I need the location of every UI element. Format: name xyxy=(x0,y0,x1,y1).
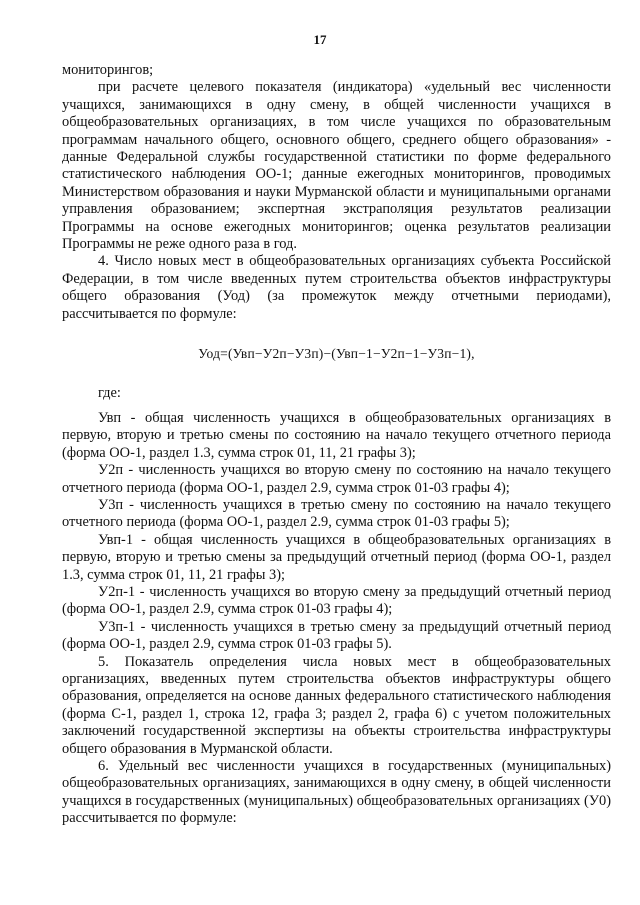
page-number: 17 xyxy=(313,32,327,47)
paragraph-item-5: 5. Показатель определения числа новых мест в общеобразовательных организациях, введенных путем строительства объектов инфраструктуры общего образования, определяется на основе данных федерального статистического наблюдения (форма С-1, раздел 1, строка 12, графа 3; раздел 2, графа 6) с учетом положительных заключений государственной экспертизы на объекты строительства инфраструктуры общего образования в Мурманской области. xyxy=(62,653,611,757)
definition-u2p: У2п - численность учащихся во вторую смену по состоянию на начало текущего отчетного периода (форма ОО-1, раздел 2.9, сумма строк 01-03 графы 4); xyxy=(62,462,611,496)
paragraph-monitoring: мониторингов; xyxy=(62,62,154,78)
definition-uvp-1: Увп-1 - общая численность учащихся в общеобразовательных организациях в первую, вторую и третью смены за предыдущий отчетный период (форма ОО-1, раздел 1.3, сумма строк 01, 11, 21 графы 3); xyxy=(62,531,611,583)
where-label: где: xyxy=(98,384,121,401)
formula-new-places: Уод=(Увп−У2п−У3п)−(Увп−1−У2п−1−У3п−1), xyxy=(198,346,475,362)
document-body xyxy=(62,62,611,828)
definition-uvp: Увп - общая численность учащихся в общеобразовательных организациях в первую, вторую и третью смены по состоянию на начало текущего отчетного периода (форма ОО-1, раздел 1.3, сумма строк 01, 11, 21 графы 3); xyxy=(62,409,611,461)
paragraph-indicator-calculation: при расчете целевого показателя (индикатора) «удельный вес численности учащихся, занимающихся в одну смену, в общей численности учащихся в общеобразовательных организациях, в том числе учащихся по образовательным программам начального общего, основного общего, среднего общего образования» - данные Федеральной службы государственной статистики по форме федерального статистического наблюдения ОО-1; данные ежегодных мониторингов, проводимых Министерством образования и науки Мурманской области и муниципальными органами управления образованием; экспертная экстраполяция результатов реализации Программы на основе ежегодных мониторингов; оценка результатов реализации Программы не реже одного раза в год. xyxy=(62,79,611,253)
paragraph-item-4: 4. Число новых мест в общеобразовательных организациях субъекта Российской Федерации, в том числе введенных путем строительства объектов инфраструктуры общего образования (Уод) (за промежуток между отчетными периодами), рассчитывается по формуле: xyxy=(62,253,611,322)
definition-u3p-1: У3п-1 - численность учащихся в третью смену за предыдущий отчетный период (форма ОО-1, раздел 2.9, сумма строк 01-03 графы 5). xyxy=(62,618,611,653)
paragraph-item-6: 6. Удельный вес численности учащихся в государственных (муниципальных) общеобразовательных организациях, занимающихся в одну смену, в общей численности учащихся в государственных (муниципальных) общеобразовательных организациях (У0) рассчитывается по формуле: xyxy=(62,758,611,827)
definition-u2p-1: У2п-1 - численность учащихся во вторую смену за предыдущий отчетный период (форма ОО-1, раздел 2.9, сумма строк 01-03 графы 4); xyxy=(62,583,611,618)
definition-u3p: У3п - численность учащихся в третью смену по состоянию на начало текущего отчетного периода (форма ОО-1, раздел 2.9, сумма строк 01-03 графы 5); xyxy=(62,496,611,531)
